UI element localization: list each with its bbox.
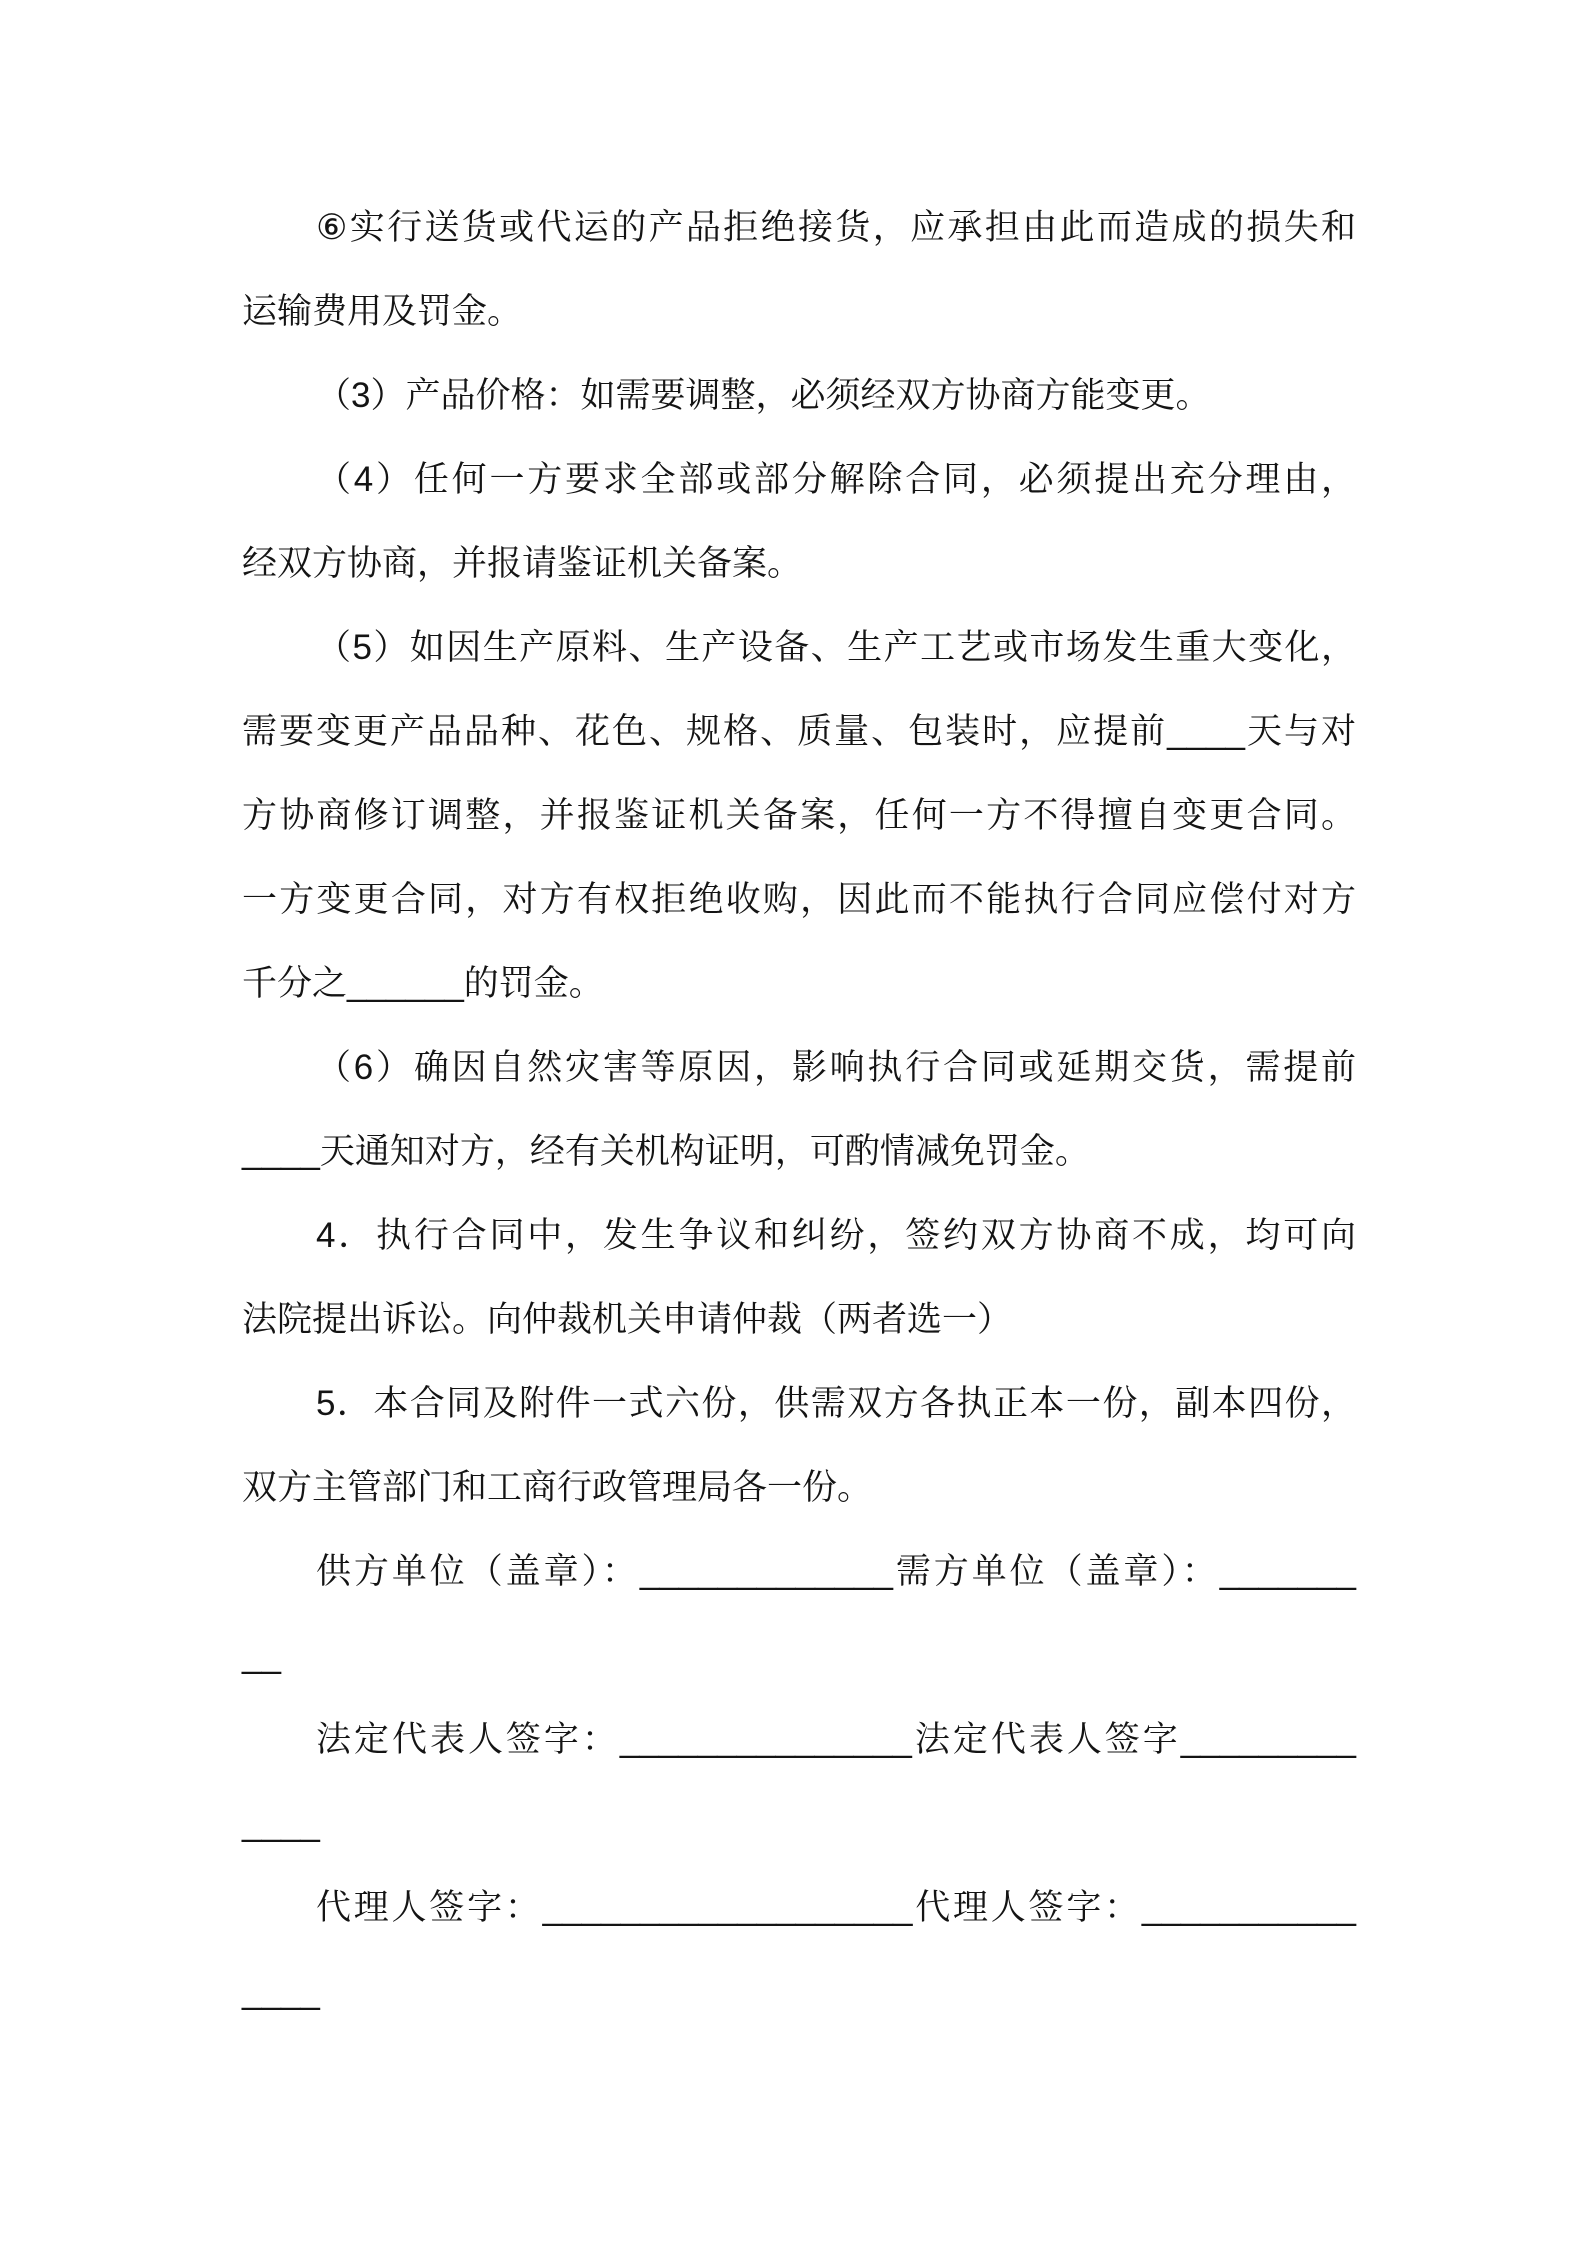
agent-signature-line — [242, 1866, 1356, 1950]
clause-item-6-line-2: 运输费用及罚金。 — [242, 292, 523, 331]
clause-item-6-delivery-refusal — [242, 186, 1356, 354]
signature-block — [242, 1530, 1356, 2034]
clause-6-line-2: ____天通知对方，经有关机构证明，可酌情减免罚金。 — [242, 1132, 1090, 1171]
clause-5-line-5: 千分之______的罚金。 — [242, 964, 604, 1003]
buyer-seal-blank-continued: __ — [242, 1636, 281, 1675]
clause-5-line-3: 方协商修订调整，并报鉴证机关备案，任何一方不得擅自变更合同。 — [242, 796, 1356, 835]
article-5-contract-copies — [242, 1362, 1356, 1530]
clause-5-line-2: 需要变更产品品种、花色、规格、质量、包装时，应提前____天与对 — [242, 712, 1356, 751]
clause-4-line-2: 经双方协商，并报请鉴证机关备案。 — [242, 544, 803, 583]
buyer-seal-blank: _______ — [1219, 1552, 1356, 1591]
contract-text-body — [242, 186, 1356, 2034]
legal-representative-signature-line — [242, 1698, 1356, 1782]
article-5-line-1: 5．本合同及附件一式六份，供需双方各执正本一份，副本四份， — [316, 1384, 1356, 1423]
seal-signature-line — [242, 1530, 1356, 1614]
buyer-agent-label: 代理人签字： — [912, 1888, 1142, 1927]
buyer-legal-rep-blank: _________ — [1180, 1720, 1356, 1759]
supplier-agent-label: 代理人签字： — [316, 1888, 543, 1927]
article-4-line-1: 4．执行合同中，发生争议和纠纷，签约双方协商不成，均可向 — [316, 1216, 1356, 1255]
article-5-line-2: 双方主管部门和工商行政管理局各一份。 — [242, 1468, 873, 1507]
clause-5-line-4: 一方变更合同，对方有权拒绝收购，因此而不能执行合同应偿付对方 — [242, 880, 1356, 919]
clause-6-force-majeure — [242, 1026, 1356, 1194]
supplier-seal-blank: _____________ — [639, 1552, 893, 1591]
supplier-legal-rep-blank: _______________ — [619, 1720, 912, 1759]
clause-3-product-price — [242, 354, 1356, 438]
buyer-agent-blank: ___________ — [1141, 1888, 1356, 1927]
clause-4-contract-termination — [242, 438, 1356, 606]
clause-item-6-line-1: ⑥实行送货或代运的产品拒绝接货，应承担由此而造成的损失和 — [316, 208, 1356, 247]
article-4-line-2: 法院提出诉讼。向仲裁机关申请仲裁（两者选一） — [242, 1300, 1013, 1339]
buyer-legal-rep-label: 法定代表人签字 — [911, 1720, 1181, 1759]
supplier-seal-label: 供方单位（盖章）： — [316, 1552, 640, 1591]
buyer-seal-label: 需方单位（盖章）： — [892, 1552, 1220, 1591]
clause-4-line-1: （4）任何一方要求全部或部分解除合同，必须提出充分理由， — [316, 460, 1356, 499]
clause-3-line-1: （3）产品价格：如需要调整，必须经双方协商方能变更。 — [316, 376, 1211, 415]
clause-6-line-1: （6）确因自然灾害等原因，影响执行合同或延期交货，需提前 — [316, 1048, 1356, 1087]
supplier-agent-blank: ___________________ — [542, 1888, 913, 1927]
clause-5-contract-change — [242, 606, 1356, 1026]
buyer-agent-blank-continued: ____ — [242, 1972, 320, 2011]
buyer-legal-rep-blank-continued: ____ — [242, 1804, 320, 1843]
supplier-legal-rep-label: 法定代表人签字： — [316, 1720, 620, 1759]
article-4-dispute-resolution — [242, 1194, 1356, 1362]
clause-5-line-1: （5）如因生产原料、生产设备、生产工艺或市场发生重大变化， — [316, 628, 1356, 667]
